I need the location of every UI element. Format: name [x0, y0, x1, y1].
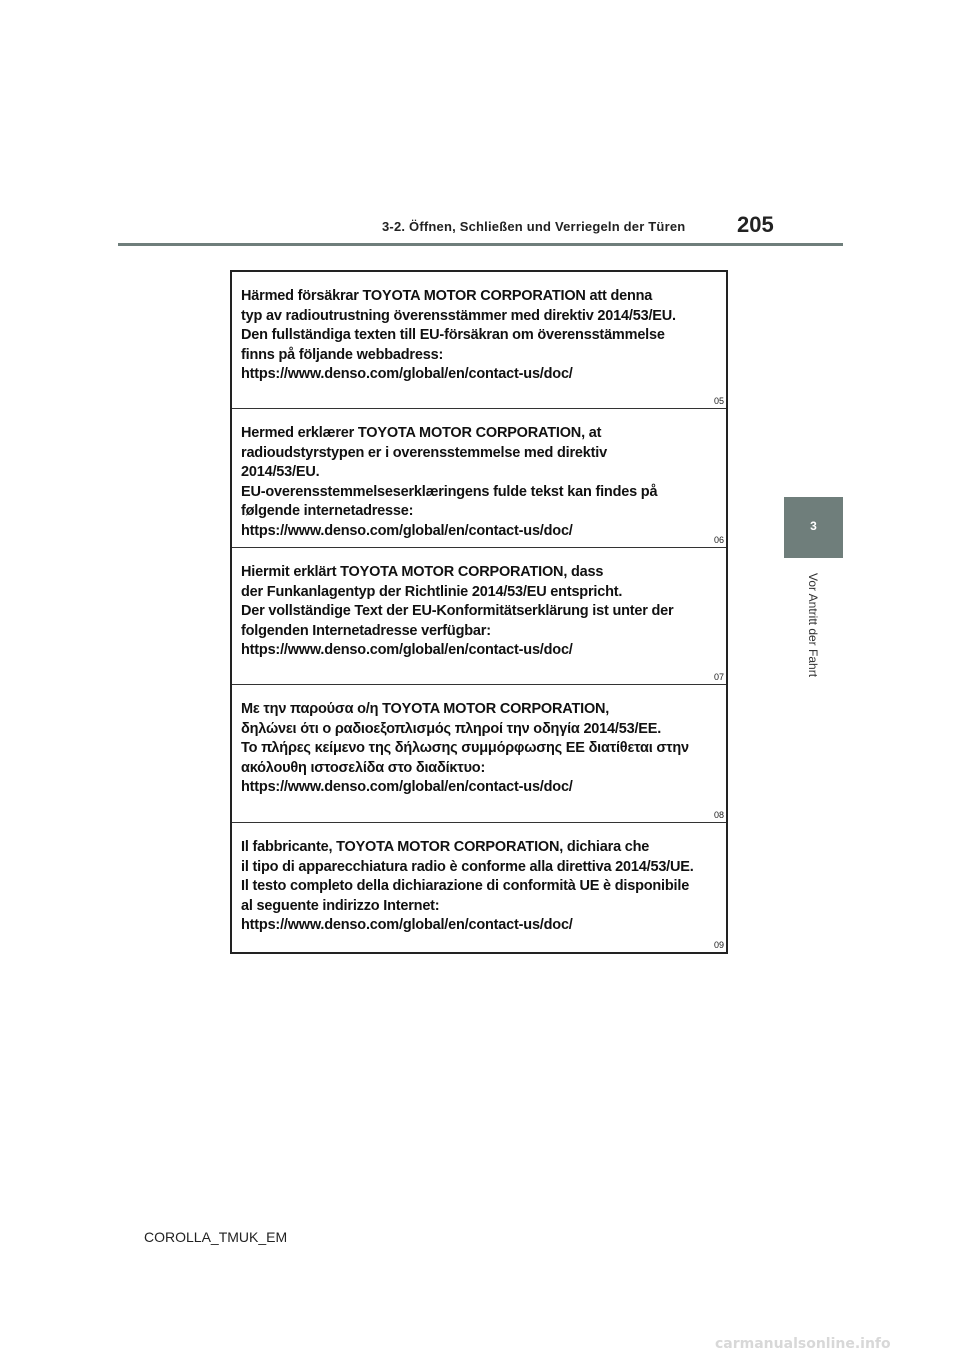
header-divider: [118, 243, 843, 246]
declaration-text: Hiermit erklärt TOYOTA MOTOR CORPORATION, dass der Funkanlagentyp der Richtlinie 2014/53/EU entspricht. Der vollständige Text der EU-Konformitätserklärung ist unter der folgenden Internetadresse verfügbar: https://www.denso.com/global/en/contact-us/doc/: [241, 564, 674, 659]
declaration-cell-danish: [232, 408, 726, 547]
declaration-cell-swedish: [232, 272, 726, 408]
declaration-text: Hermed erklærer TOYOTA MOTOR CORPORATION, at radioudstyrstypen er i overensstemmelse med direktiv 2014/53/EU. EU-overensstemmelseserklæringens fulde tekst kan findes på følgende internetadresse: https://www.denso.com/global/en/contact-us/doc/: [241, 425, 658, 539]
declaration-text: Με την παρούσα ο/η TOYOTA MOTOR CORPORATION, δηλώνει ότι ο ραδιοεξοπλισμός πληροί την οδηγία 2014/53/ΕΕ. Το πλήρες κείμενο της δήλωσης συμμόρφωσης ΕΕ διατίθεται στην ακόλουθη ιστοσελίδα στο διαδίκτυο: https://www.denso.com/global/en/contact-us/doc/: [241, 701, 689, 796]
cell-code: 08: [713, 810, 724, 820]
cell-code: 07: [713, 672, 724, 682]
cell-code: 06: [713, 535, 724, 545]
chapter-number: 3: [810, 519, 817, 533]
cell-code: 05: [713, 396, 724, 406]
section-title: 3-2. Öffnen, Schließen und Verriegeln der Türen: [382, 219, 686, 234]
declaration-text: Il fabbricante, TOYOTA MOTOR CORPORATION, dichiara che il tipo di apparecchiatura radio è conforme alla direttiva 2014/53/UE. Il testo completo della dichiarazione di conformità UE è disponibile al seguente indirizzo Internet: https://www.denso.com/global/en/contact-us/doc/: [241, 839, 694, 934]
cell-code: 09: [713, 940, 724, 950]
document-id: COROLLA_TMUK_EM: [144, 1229, 288, 1245]
watermark: carmanualsonline.info: [715, 1336, 891, 1352]
chapter-tab: [784, 497, 843, 558]
page-number: 205: [737, 212, 774, 237]
declaration-cell-italian: [232, 822, 726, 952]
declaration-text: Härmed försäkrar TOYOTA MOTOR CORPORATION att denna typ av radioutrustning överensstämmer med direktiv 2014/53/EU. Den fullständiga texten till EU-försäkran om överensstämmelse finns på följande webbadress: https://www.denso.com/global/en/contact-us/doc/: [241, 288, 676, 383]
declaration-cell-greek: [232, 684, 726, 822]
chapter-label: Vor Antritt der Fahrt: [806, 572, 820, 678]
declaration-table: [230, 270, 728, 954]
declaration-cell-german: [232, 547, 726, 684]
